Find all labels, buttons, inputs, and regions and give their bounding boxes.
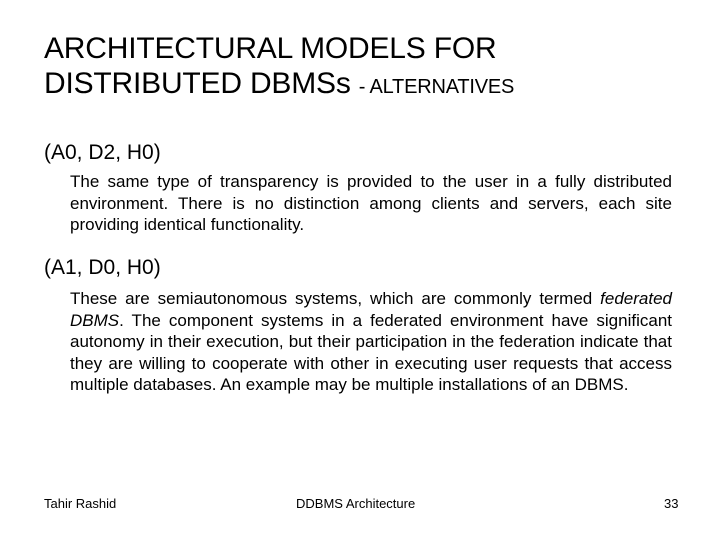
section-heading-a0-d2-h0: (A0, D2, H0) (44, 141, 161, 164)
footer-course: DDBMS Architecture (296, 496, 416, 511)
emphasis-federated-dbms: federated DBMS (70, 289, 672, 330)
section-text-part: These are semiautonomous systems, which are commonly termed (70, 289, 601, 308)
slide-title-main: ARCHITECTURAL MODELS FOR DISTRIBUTED DBMSs (44, 32, 497, 100)
slide-title (44, 31, 684, 105)
section-text-a1-d0-h0 (70, 288, 672, 396)
slide-title-sub: - ALTERNATIVES (358, 76, 515, 98)
section-heading-a1-d0-h0: (A1, D0, H0) (44, 256, 161, 279)
section-text-part: . The component systems in a federated environment have significant autonomy in their execution, but their participation in the federation indicate that they are willing to cooperate with other in executing user requests that access multiple databases. An example may be multiple installations of an DBMS. (70, 310, 672, 395)
footer-page-number: 33 (664, 496, 679, 511)
footer-author: Tahir Rashid (44, 496, 117, 511)
section-text-a0-d2-h0: The same type of transparency is provided to the user in a fully distributed environment. There is no distinction among clients and servers, each site providing identical functionality. (70, 172, 672, 235)
